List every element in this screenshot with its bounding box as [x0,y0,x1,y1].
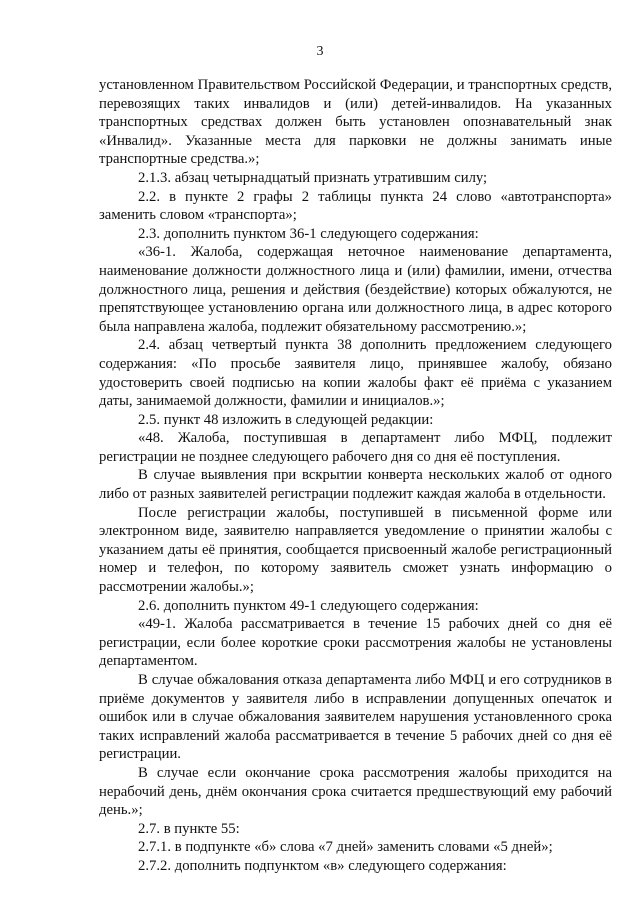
paragraph: 2.6. дополнить пунктом 49-1 следующего содержания: [138,597,479,614]
paragraph: 2.4. абзац четвертый пункта 38 дополнить предложением следующего содержания: «По просьбе заявителя лицо, принявшее жалобу, обязано удостоверить своей подписью на копии жалобы факт её приёма с указанием даты, занимаемой должности, фамилии и инициалов.»; [99,337,612,410]
paragraph: 2.7. в пункте 55: [138,820,240,837]
paragraph: «49-1. Жалоба рассматривается в течение 15 рабочих дней со дня её регистрации, если более короткие сроки рассмотрения жалобы не установлены департаментом. [99,616,612,670]
paragraph: После регистрации жалобы, поступившей в письменной форме или электронном виде, заявителю направляется уведомление о принятии жалобы с указанием даты её принятия, сообщается присвоенный жалобе регистрационный номер и телефон, по которому заявитель сможет узнать информацию о рассмотрении жалобы.»; [99,504,612,596]
paragraph: В случае обжалования отказа департамента либо МФЦ и его сотрудников в приёме документов у заявителя либо в исправлении допущенных опечаток и ошибок или в случае обжалования заявителем нарушения установленного срока таких исправлений жалоба рассматривается в течение 5 рабочих дней со дня её регистрации. [99,672,612,763]
paragraph: 2.7.1. в подпункте «б» слова «7 дней» заменить словами «5 дней»; [138,839,553,856]
document-body [99,76,612,876]
paragraph: В случае выявления при вскрытии конверта нескольких жалоб от одного либо от разных заявителей регистрации подлежит каждая жалоба в отдельности. [99,467,612,503]
paragraph: 2.5. пункт 48 изложить в следующей редакции: [138,411,434,428]
paragraph: 2.2. в пункте 2 графы 2 таблицы пункта 24 слово «автотранспорта» заменить словом «транспорта»; [99,188,612,224]
paragraph: В случае если окончание срока рассмотрения жалобы приходится на нерабочий день, днём окончания срока считается предшествующий ему рабочий день.»; [99,764,612,819]
paragraph: 2.7.2. дополнить подпунктом «в» следующего содержания: [138,857,507,874]
paragraph: «48. Жалоба, поступившая в департамент либо МФЦ, подлежит регистрации не позднее следующего рабочего дня со дня её поступления. [99,430,612,465]
paragraph: 2.3. дополнить пунктом 36-1 следующего содержания: [138,225,479,242]
paragraph: 2.1.3. абзац четырнадцатый признать утратившим силу; [138,169,488,186]
paragraph: «36-1. Жалоба, содержащая неточное наименование департамента, наименование должности должностного лица и (или) фамилии, имени, отчества должностного лица, решения и действия (бездействие) которых обжалуются, не препятствующее установлению органа или должностного лица, в адрес которого была направлена жалоба, подлежит обязательному рассмотрению.»; [99,244,612,335]
paragraph: установленном Правительством Российской Федерации, и транспортных средств, перевозящих таких инвалидов и (или) детей-инвалидов. На указанных транспортных средствах должен быть установлен опознавательный знак «Инвалид». Указанные места для парковки не должны занимать иные транспортные средства.»; [99,77,612,168]
page-number: 3 [316,44,324,59]
